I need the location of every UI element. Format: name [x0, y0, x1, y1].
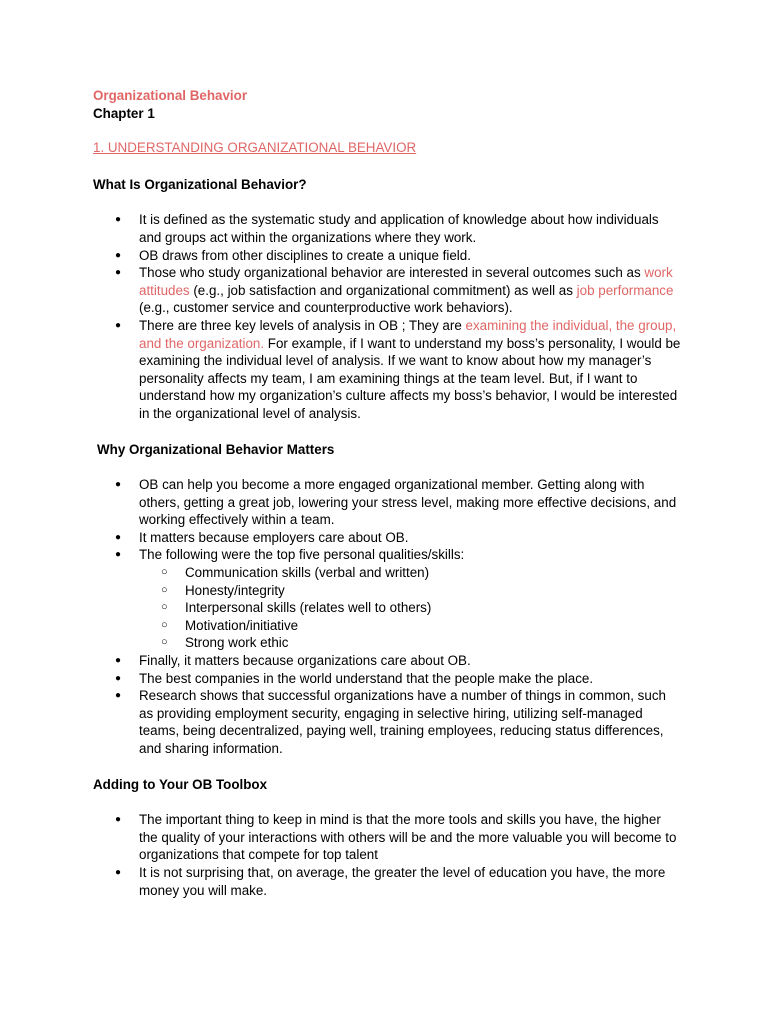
sub-list-item: ○ Strong work ethic: [185, 634, 683, 652]
why-bullet-list: [93, 476, 683, 758]
bullet-text: It is not surprising that, on average, the greater the level of education you have, the more money you will make.: [139, 864, 666, 898]
bullet-text: It matters because employers care about OB.: [139, 529, 409, 545]
list-item: [139, 546, 683, 652]
heading-why-ob-matters: Why Organizational Behavior Matters: [97, 441, 335, 457]
bullet-text: The important thing to keep in mind is that the more tools and skills you have, the higher the quality of your interactions with others will be and the more valuable you will become to organizations that compete for top talent: [139, 812, 677, 863]
list-item: [139, 247, 683, 265]
bullet-text: There are three key levels of analysis in OB ; They are: [139, 317, 466, 333]
highlight-group-organization: the group, and the organization.: [139, 317, 677, 351]
sub-list-item: ○ Motivation/initiative: [185, 617, 683, 635]
bullet-text: The best companies in the world understand that the people make the place.: [139, 670, 594, 686]
bullet-text: Research shows that successful organizations have a number of things in common, such as providing employment security, engaging in selective hiring, utilizing self-managed teams, being decentralized, paying well, training employees, reducing status differences, and sharing information.: [139, 688, 666, 756]
skills-sublist: [139, 564, 683, 652]
bullet-text: Those who study organizational behavior are interested in several outcomes such as: [139, 265, 645, 281]
heading-what-is-ob: What Is Organizational Behavior?: [93, 176, 307, 192]
bullet-text: Finally, it matters because organizations care about OB.: [139, 653, 471, 669]
list-item: [139, 529, 683, 547]
list-item: [139, 317, 683, 423]
document-title: Organizational Behavior: [93, 88, 248, 103]
highlight-work-attitudes: work attitudes: [139, 265, 673, 298]
list-item: [139, 264, 683, 317]
list-item: [139, 211, 683, 246]
chapter-label: Chapter 1: [93, 105, 155, 121]
toolbox-bullet-list: [93, 811, 683, 899]
highlight-individual: examining the individual: [465, 317, 609, 333]
bullet-text: It is defined as the systematic study and application of knowledge about how individuals and groups act within the organizations where they work.: [139, 212, 659, 245]
list-item: [139, 476, 683, 529]
bullet-text: The following were the top five personal qualities/skills:: [139, 547, 465, 563]
sub-list-item: ○ Communication skills (verbal and written): [185, 564, 683, 582]
list-item: [139, 811, 683, 864]
list-item: [139, 864, 683, 899]
bullet-text: For example, if I want to understand my boss’s personality, I would be examining the individual level of analysis. If we want to know about how my manager’s personality affects my team, I am examining things at the team level. But, if I want to understand how my organization’s culture affects my boss’s behavior, I would be interested in the organizational level of analysis.: [139, 335, 681, 421]
list-item: [139, 687, 683, 757]
bullet-text: OB can help you become a more engaged organizational member. Getting along with others, getting a great job, lowering your stress level, making more effective decisions, and working effectively within a team.: [139, 477, 677, 528]
list-item: [139, 670, 683, 688]
list-item: [139, 652, 683, 670]
bullet-text: (e.g., job satisfaction and organizational commitment) as well as: [189, 282, 577, 298]
bullet-text: (e.g., customer service and counterproductive work behaviors).: [139, 300, 513, 316]
sub-list-item: ○ Interpersonal skills (relates well to others): [185, 599, 683, 617]
section-heading-link[interactable]: 1. UNDERSTANDING ORGANIZATIONAL BEHAVIOR: [93, 140, 417, 156]
sub-list-item: ○ Honesty/integrity: [185, 582, 683, 600]
bullet-text: OB draws from other disciplines to create a unique field.: [139, 247, 471, 263]
document-body: [93, 87, 683, 899]
highlight-separator: ,: [608, 317, 616, 333]
what-bullet-list: [93, 211, 683, 422]
highlight-job-performance: job performance: [576, 282, 674, 298]
heading-ob-toolbox: Adding to Your OB Toolbox: [93, 776, 268, 792]
